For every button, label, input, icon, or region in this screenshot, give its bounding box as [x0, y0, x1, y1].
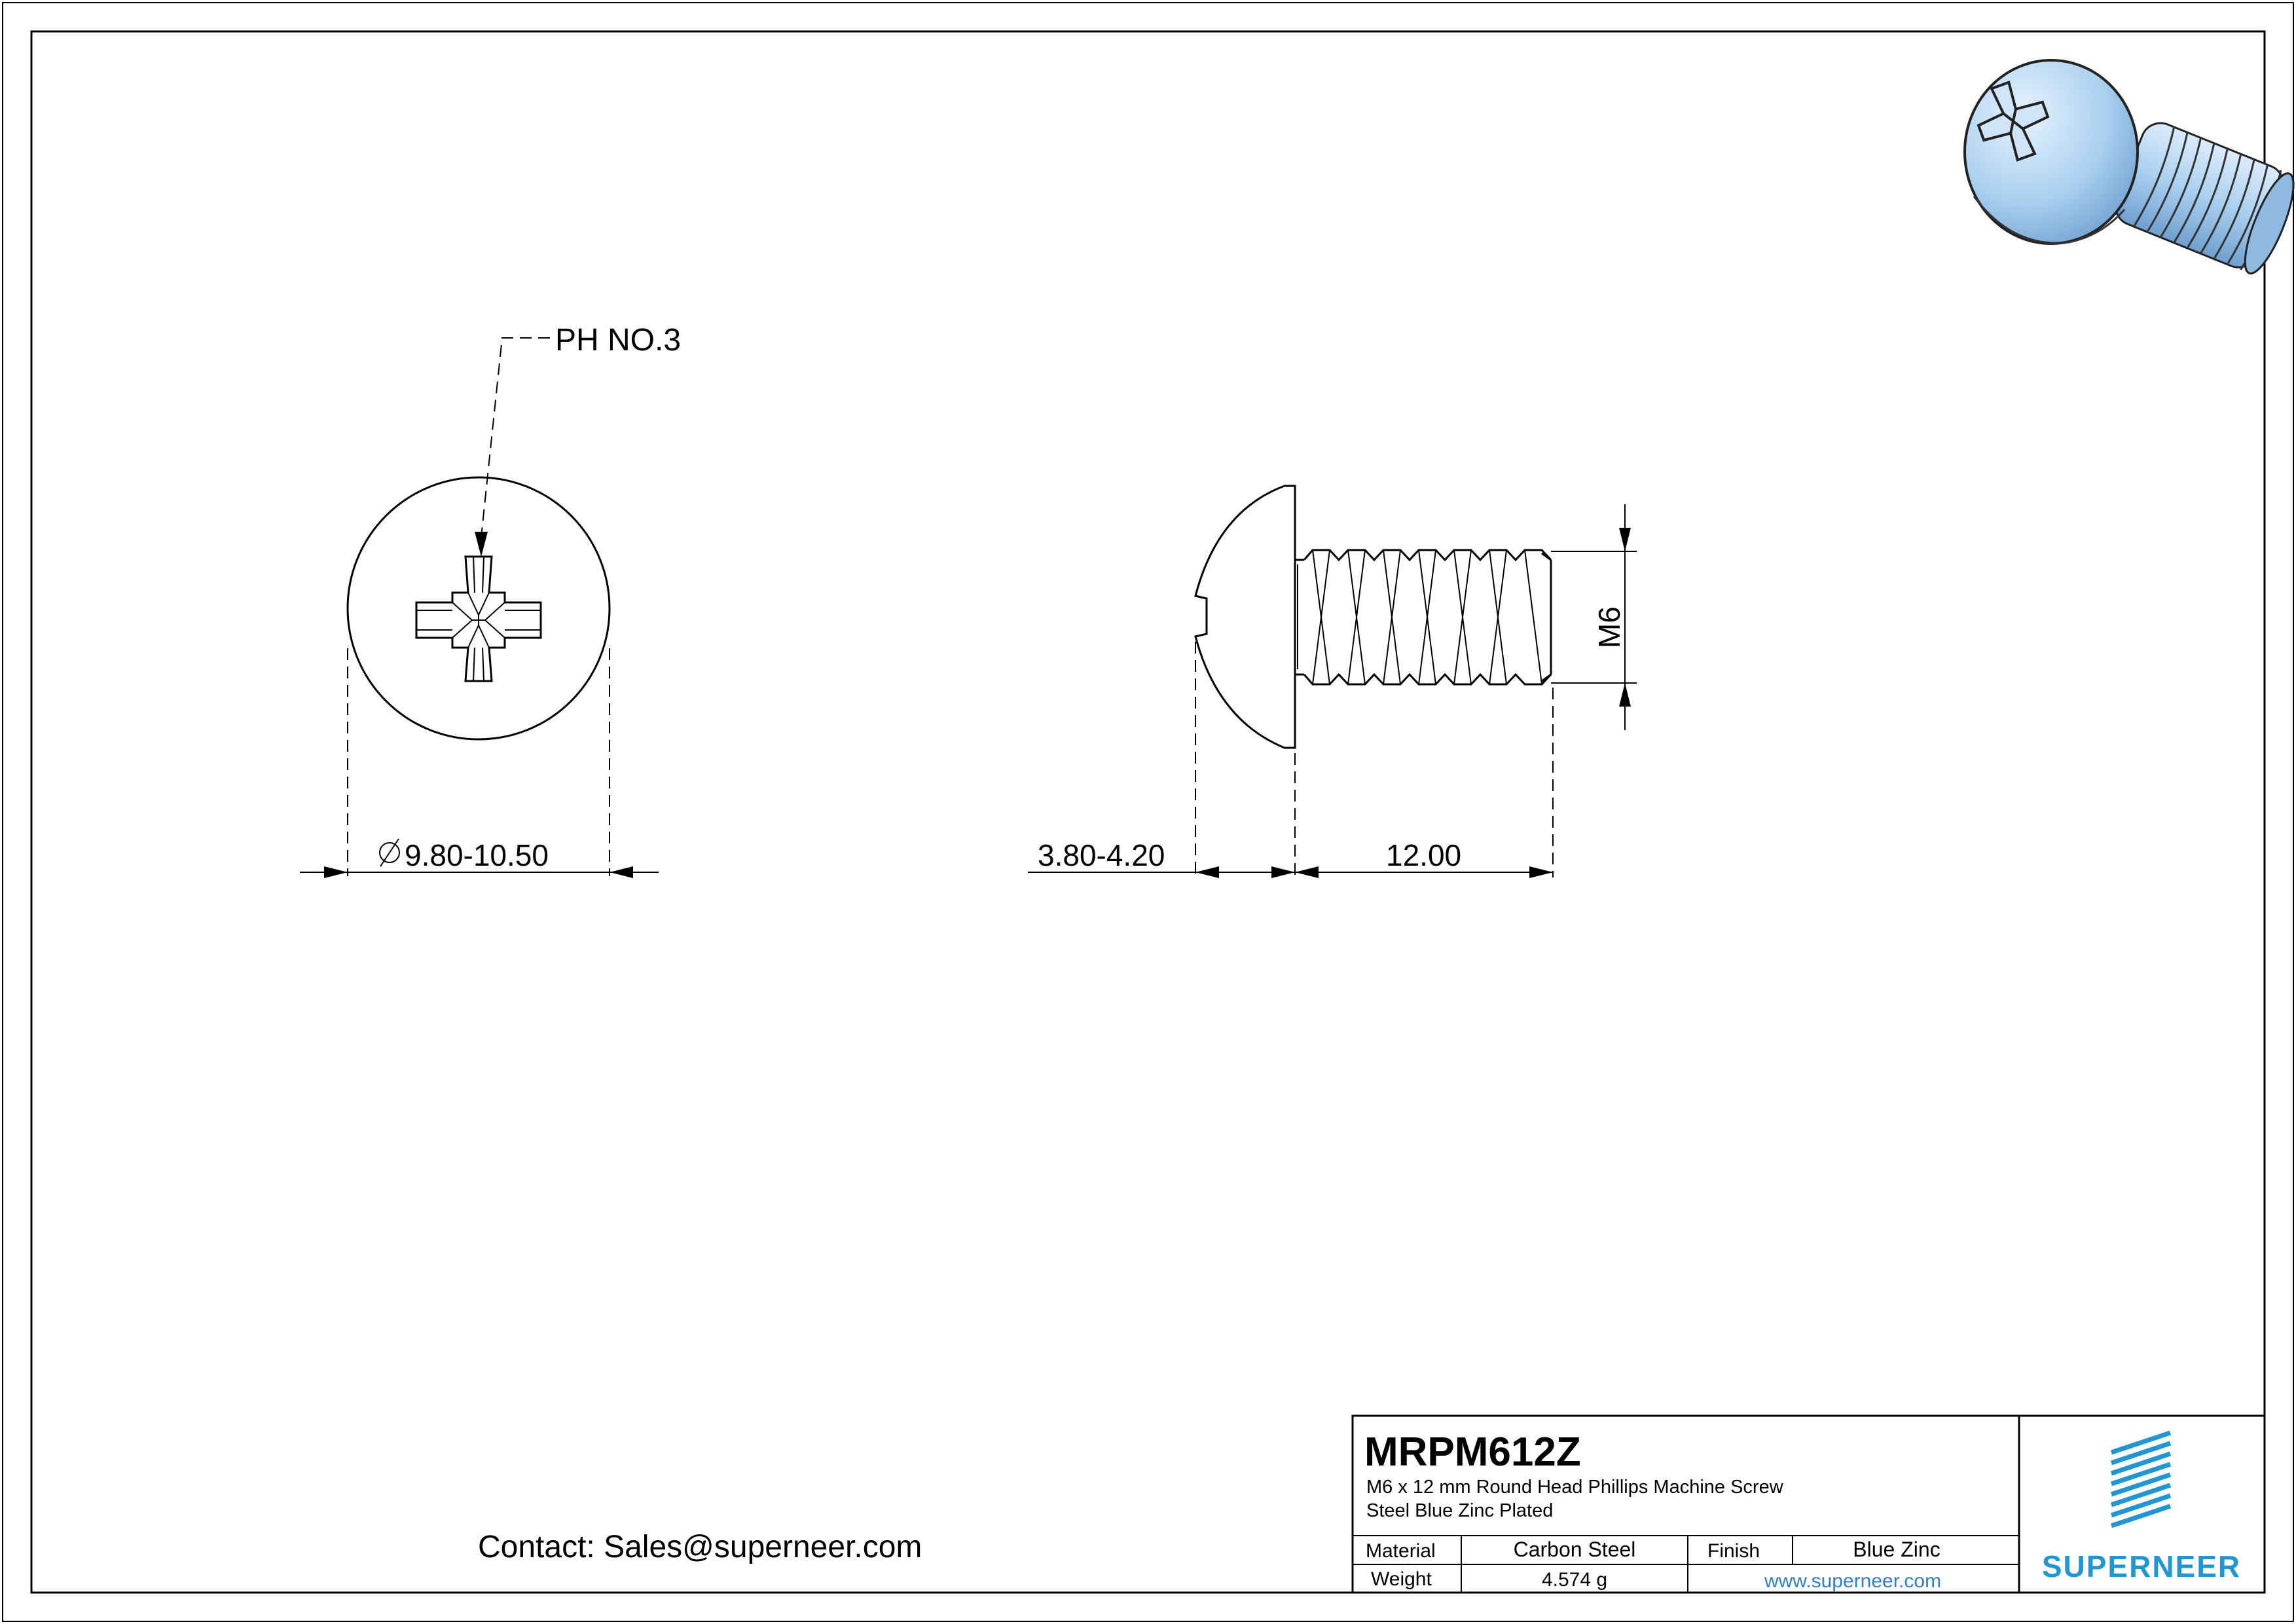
- screw-3d-render: [1965, 60, 2296, 278]
- diameter-value: 9.80-10.50: [405, 838, 549, 872]
- callout-label: PH NO.3: [555, 323, 682, 358]
- diameter-icon: [380, 839, 399, 866]
- side-view: [1028, 486, 1637, 878]
- length-dimensions: [1028, 642, 1553, 878]
- contact-text: Contact: Sales@superneer.com: [478, 1530, 922, 1564]
- part-number: MRPM612Z: [1364, 1430, 1581, 1475]
- finish-value: Blue Zinc: [1853, 1538, 1941, 1561]
- thread-size: M6: [1592, 606, 1626, 648]
- front-view: [300, 323, 681, 878]
- finish-label: Finish: [1707, 1540, 1760, 1562]
- thread-dimension: [1551, 504, 1637, 730]
- sheet-outer-border: [3, 3, 2293, 1621]
- material-label: Material: [1366, 1540, 1436, 1562]
- website-link[interactable]: www.superneer.com: [1764, 1570, 1942, 1592]
- superneer-logo-icon: [2111, 1433, 2170, 1526]
- length-value: 12.00: [1386, 838, 1462, 872]
- material-value: Carbon Steel: [1513, 1538, 1636, 1561]
- title-block: [1353, 1416, 2265, 1593]
- threaded-shank: [1295, 550, 1551, 684]
- head-profile: [1195, 486, 1295, 748]
- brand-name: SUPERNEER: [2041, 1549, 2242, 1583]
- description-line1: M6 x 12 mm Round Head Phillips Machine Screw: [1366, 1477, 1783, 1498]
- weight-value: 4.574 g: [1541, 1569, 1608, 1591]
- sheet-frame: [31, 31, 2265, 1593]
- description-line2: Steel Blue Zinc Plated: [1366, 1500, 1554, 1521]
- head-height-value: 3.80-4.20: [1038, 838, 1165, 872]
- diameter-dimension: [300, 648, 659, 878]
- weight-label: Weight: [1371, 1568, 1432, 1590]
- phillips-recess: [416, 557, 541, 681]
- head-outline: [348, 477, 610, 739]
